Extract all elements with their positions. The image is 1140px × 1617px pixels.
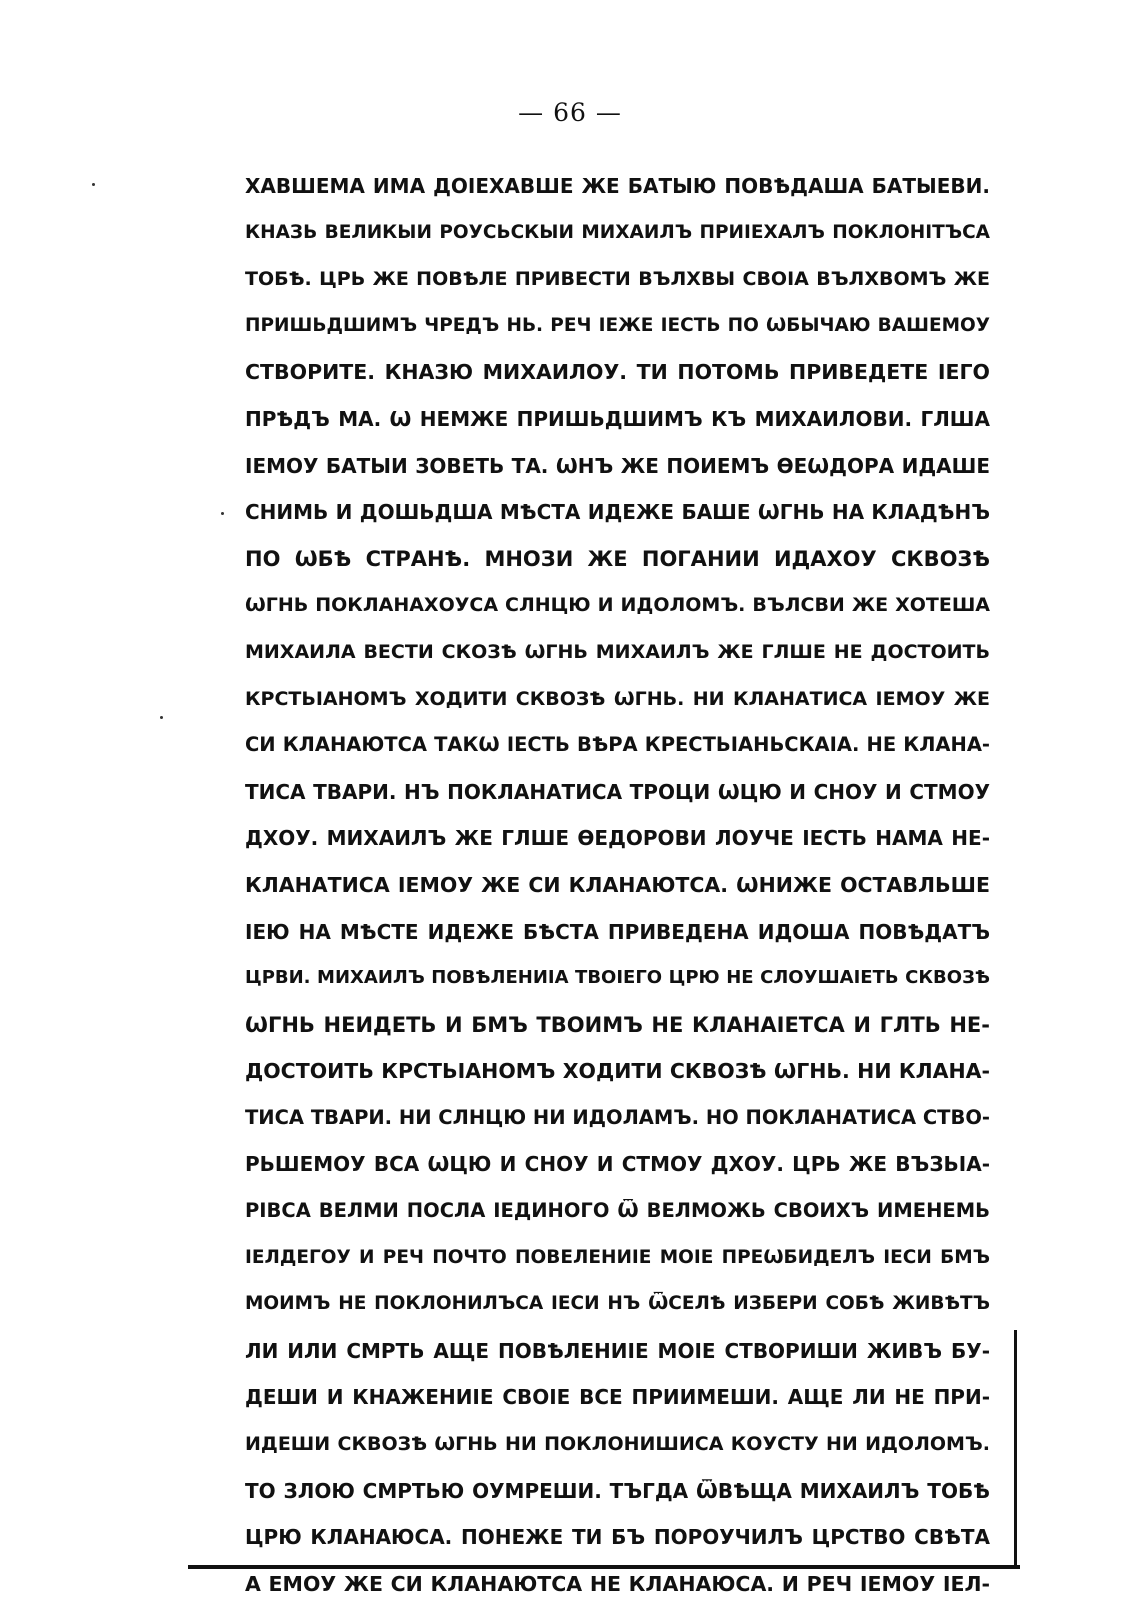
text-line: МОИМЪ НЕ ПОКЛОНИЛЪСА ІЕСИ НЪ ѾСЕЛѢ ИЗБЕРИ СОБѢ ЖИВѢТЪ bbox=[245, 1293, 990, 1315]
text-line: СТВОРИТЕ. КНАЗЮ МИХАИЛОУ. ТИ ПОТОМЬ ПРИВЕДЕТЕ ІЕГО bbox=[245, 360, 990, 385]
text-line: РІВСА ВЕЛМИ ПОСЛА ІЕДИНОГО Ѿ ВЕЛМОЖЬ СВОИХЪ ИМЕНЕМЬ bbox=[245, 1199, 990, 1223]
text-line: ЛИ ИЛИ СМРТЬ АЩЕ ПОВѢЛЕНИІЕ МОІЕ СТВОРИШИ ЖИВЪ БУ- bbox=[245, 1338, 990, 1363]
text-line: КЛАНАТИСА ІЕМОУ ЖЕ СИ КЛАНАЮТСА. ѠНИЖЕ ОСТАВЛЬШЕ bbox=[245, 872, 990, 897]
text-line: ѠГНЬ НЕИДЕТЬ И БМЪ ТВОИМЪ НЕ КЛАНАІЕТСА И ГЛТЬ НЕ- bbox=[245, 1012, 990, 1037]
text-line: ТИСА ТВАРИ. НЪ ПОКЛАНАТИСА ТРОЦИ ѠЦЮ И СНОУ И СТМОУ bbox=[245, 779, 990, 804]
text-line: ПРИШЬДШИМЪ ЧРЕДЪ НЬ. РЕЧ ІЕЖЕ ІЕСТЬ ПО ѠБЫЧАЮ ВАШЕМОУ bbox=[245, 314, 990, 336]
scan-speck bbox=[92, 183, 95, 186]
text-line: МИХАИЛА ВЕСТИ СКОЗѢ ѠГНЬ МИХАИЛЪ ЖЕ ГЛШЕ НЕ ДОСТОИТЬ bbox=[245, 640, 990, 663]
text-line: ДЕШИ И КНАЖЕНИІЕ СВОІЕ ВСЕ ПРИИМЕШИ. АЩЕ ЛИ НЕ ПРИ- bbox=[245, 1385, 990, 1410]
margin-rule bbox=[1014, 1330, 1017, 1568]
text-line: ІЕЮ НА МѢСТЕ ИДЕЖЕ БѢСТА ПРИВЕДЕНА ИДОША ПОВѢДАТЪ bbox=[245, 919, 990, 944]
text-line: ХАВШЕМА ИМА ДОІЕХАВШЕ ЖЕ БАТЫЮ ПОВѢДАША БАТЫЕВИ. bbox=[245, 174, 990, 198]
text-line: ПРѢДЪ МА. Ѡ НЕМЖЕ ПРИШЬДШИМЪ КЪ МИХАИЛОВИ. ГЛША bbox=[245, 406, 990, 431]
page-number: — 66 — bbox=[518, 98, 622, 127]
text-line: ЦРВИ. МИХАИЛЪ ПОВѢЛЕНИІА ТВОІЕГО ЦРЮ НЕ СЛОУШАІЕТЬ СКВОЗѢ bbox=[245, 967, 990, 989]
text-line: КНАЗЬ ВЕЛИКЫИ РОУСЬСКЫИ МИХАИЛЪ ПРИІЕХАЛЪ ПОКЛОНІТЪСА bbox=[245, 221, 990, 243]
scan-speck bbox=[221, 512, 224, 515]
text-line: ІЕМОУ БАТЫИ ЗОВЕТЬ ТА. ѠНЪ ЖЕ ПОИЕМЪ ѲЕѠДОРА ИДАШЕ bbox=[245, 453, 990, 478]
text-line: ТИСА ТВАРИ. НИ СЛНЦЮ НИ ИДОЛАМЪ. НО ПОКЛАНАТИСА СТВО- bbox=[245, 1105, 990, 1129]
text-line: ТО ЗЛОЮ СМРТЬЮ ОУМРЕШИ. ТЪГДА ѾВѢЩА МИХАИЛЪ ТОБѢ bbox=[245, 1478, 990, 1503]
text-line: СНИМЬ И ДОШЬДША МѢСТА ИДЕЖЕ БАШЕ ѠГНЬ НА КЛАДѢНЪ bbox=[245, 500, 990, 525]
text-line: ЦРЮ КЛАНАЮСА. ПОНЕЖЕ ТИ БЪ ПОРОУЧИЛЪ ЦРСТВО СВѢТА bbox=[245, 1525, 990, 1550]
text-line: СИ КЛАНАЮТСА ТАКѠ ІЕСТЬ ВѢРА КРЕСТЬІАНЬСКАІА. НЕ КЛАНА- bbox=[245, 733, 990, 757]
text-line: ДХОУ. МИХАИЛЪ ЖЕ ГЛШЕ ѲЕДОРОВИ ЛОУЧЕ ІЕСТЬ НАМА НЕ- bbox=[245, 826, 990, 851]
text-line: ІЕЛДЕГОУ И РЕЧ ПОЧТО ПОВЕЛЕНИІЕ МОІЕ ПРЕѠБИДЕЛЪ ІЕСИ БМЪ bbox=[245, 1246, 990, 1268]
text-line: А ЕМОУ ЖЕ СИ КЛАНАЮТСА НЕ КЛАНАЮСА. И РЕЧ ІЕМОУ ІЕЛ- bbox=[245, 1571, 990, 1596]
text-line: КРСТЬІАНОМЪ ХОДИТИ СКВОЗѢ ѠГНЬ. НИ КЛАНАТИСА ІЕМОУ ЖЕ bbox=[245, 687, 990, 710]
scan-speck bbox=[160, 716, 163, 719]
text-line: ИДЕШИ СКВОЗѢ ѠГНЬ НИ ПОКЛОНИШИСА КОУСТУ НИ ИДОЛОМЪ. bbox=[245, 1433, 990, 1456]
text-line: ѠГНЬ ПОКЛАНАХОУСА СЛНЦЮ И ИДОЛОМЪ. ВЪЛСВИ ЖЕ ХОТЕША bbox=[245, 594, 990, 617]
bottom-rule bbox=[188, 1565, 1020, 1569]
body-text bbox=[245, 163, 990, 1607]
text-line: ДОСТОИТЬ КРСТЬІАНОМЪ ХОДИТИ СКВОЗѢ ѠГНЬ. НИ КЛАНА- bbox=[245, 1059, 990, 1084]
text-line: ТОБѢ. ЦРЬ ЖЕ ПОВѢЛЕ ПРИВЕСТИ ВЪЛХВЫ СВОІА ВЪЛХВОМЪ ЖЕ bbox=[245, 268, 990, 291]
text-line: РЬШЕМОУ ВСА ѠЦЮ И СНОУ И СТМОУ ДХОУ. ЦРЬ ЖЕ ВЪЗЬІА- bbox=[245, 1152, 990, 1177]
text-line: ПО ѠБѢ СТРАНѢ. МНОЗИ ЖЕ ПОГАНИИ ИДАХОУ СКВОЗѢ bbox=[245, 546, 990, 571]
